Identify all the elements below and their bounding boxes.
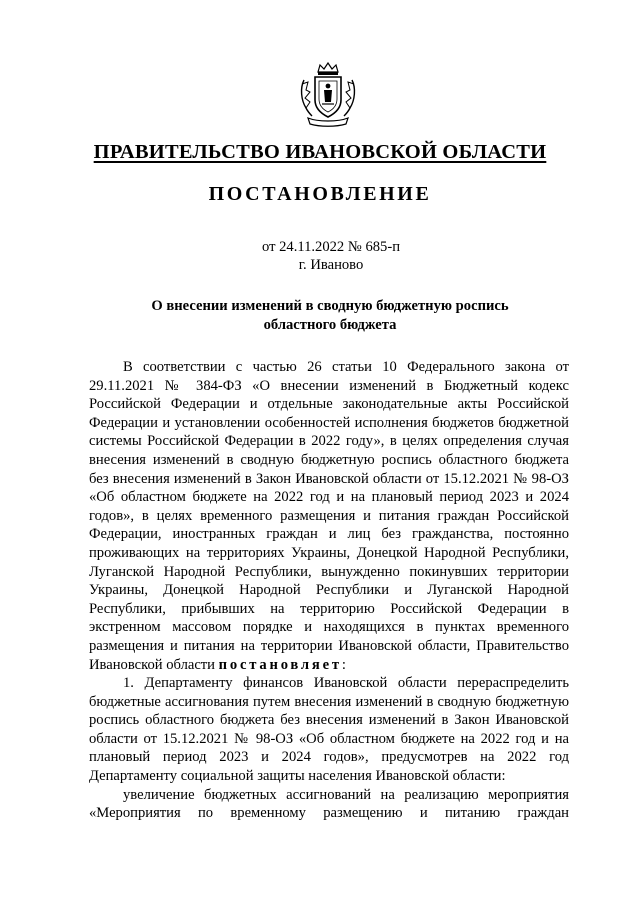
subject-line-2: областного бюджета (263, 317, 397, 333)
item-1-paragraph: 1. Департаменту финансов Ивановской области перераспределить бюджетные ассигнования путем внесения изменений в сводную бюджетную роспись областного бюджета без внесения изменений в Закон Ивановской области от 15.12.2021 № 98-ОЗ «Об областном бюджете на 2022 год и на плановый период 2023 и 2024 годов», предусмотрев на 2022 год Департаменту социальной защиты населения Ивановской области: (89, 675, 569, 785)
city: г. Иваново (298, 257, 364, 273)
coat-of-arms-icon (298, 62, 358, 128)
document-subject (100, 297, 560, 335)
organization-title: ПРАВИТЕЛЬСТВО ИВАНОВСКОЙ ОБЛАСТИ (93, 141, 547, 163)
resolves-punct: : (341, 656, 346, 673)
document-type: ПОСТАНОВЛЕНИЕ (208, 183, 432, 205)
resolves-word: постановляет (218, 656, 342, 673)
subject-line-1: О внесении изменений в сводную бюджетную роспись (151, 298, 509, 314)
item-1-subparagraph: увеличение бюджетных ассигнований на реализацию мероприятия «Мероприятия по временному размещению и питанию граждан (89, 786, 569, 822)
document-body (89, 358, 569, 823)
date-number: от 24.11.2022 № 685-п (261, 239, 401, 255)
preamble-text: В соответствии с частью 26 статьи 10 Федерального закона от 29.11.2021 № 384-ФЗ «О внесении изменений в Бюджетный кодекс Российской Федерации и отдельные законодательные акты Российской Федерации и установлении особенностей исполнения бюджетов бюджетной системы Российской Федерации в 2022 году», в целях определения случая внесения изменений в сводную бюджетную роспись областного бюджета без внесения изменений в Закон Ивановской области от 15.12.2021 № 98-ОЗ «Об областном бюджете на 2022 год и на плановый период 2023 и 2024 годов», в целях временного размещения и питания граждан Российской Федерации, иностранных граждан и лиц без гражданства, постоянно проживающих на территориях Украины, Донецкой Народной Республики, Луганской Народной Республики, вынужденно покинувших территории Украины, Донецкой Народной Республики и Луганской Народной Республики, прибывших на территорию Российской Федерации в экстренном массовом порядке и находящихся в пунктах временного размещения и питания на территории Ивановской области, Правительство Ивановской области (89, 359, 569, 673)
preamble-paragraph (89, 358, 569, 674)
